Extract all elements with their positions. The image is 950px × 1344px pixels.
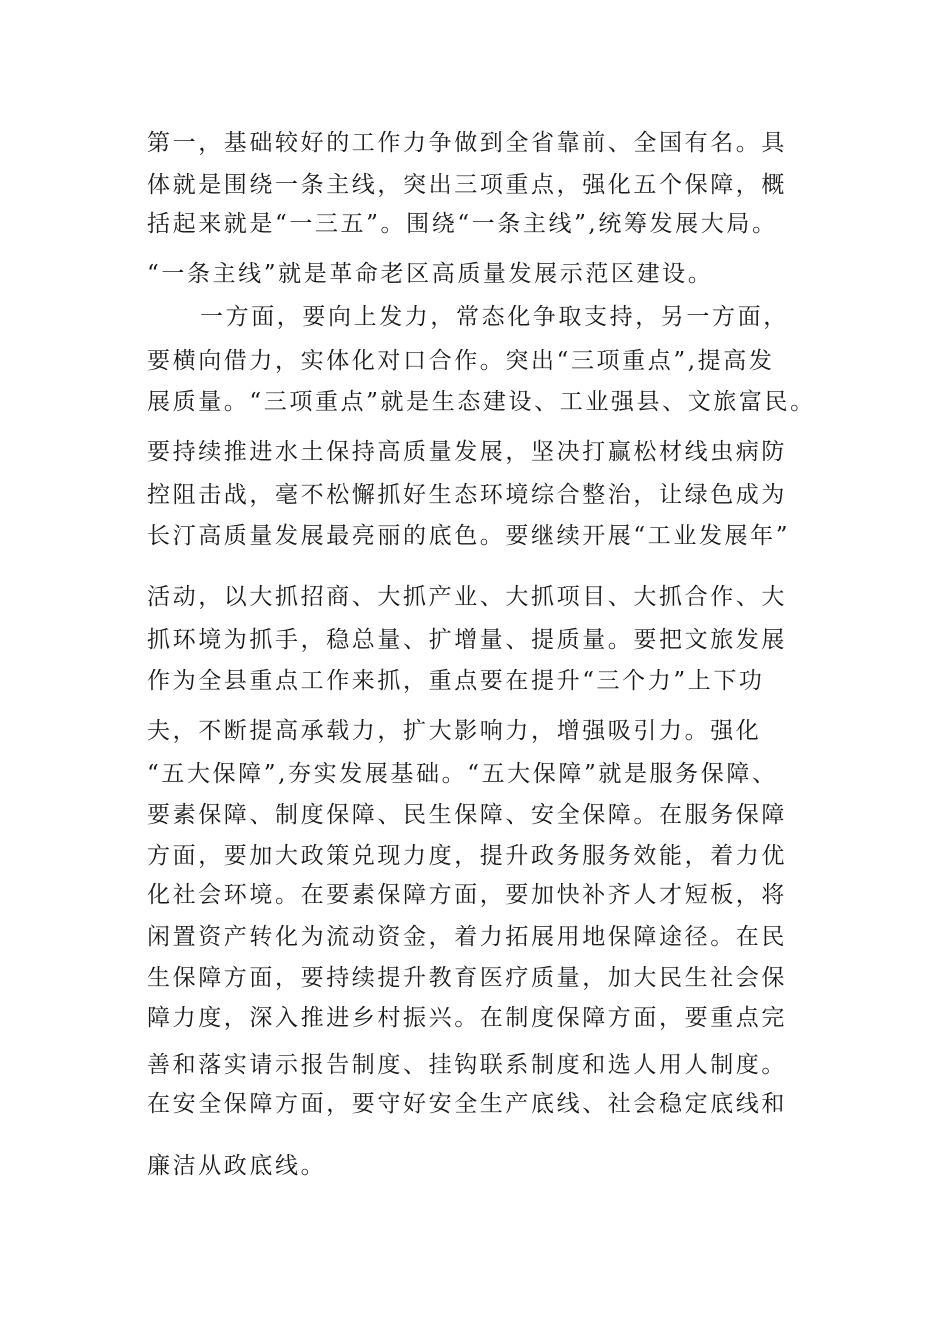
text-line-16: 要素保障、制度保障、民生保障、安全保障。在服务保障 bbox=[147, 802, 787, 828]
text-line-19: 闲置资产转化为流动资金，着力拓展用地保障途径。在民 bbox=[147, 924, 787, 950]
text-line-13: 作为全县重点工作来抓，重点要在提升“三个力”上下功 bbox=[147, 668, 765, 694]
text-line-14: 夫，不断提高承载力，扩大影响力，增强吸引力。强化 bbox=[147, 718, 762, 744]
text-line-10: 长汀高质量发展最亮丽的底色。要继续开展“工业发展年” bbox=[147, 523, 791, 549]
text-line-7: 展质量。“三项重点”就是生态建设、工业强县、文旅富民。 bbox=[147, 389, 816, 415]
text-line-2: 体就是围绕一条主线，突出三项重点，强化五个保障，概 bbox=[147, 172, 787, 198]
text-line-20: 生保障方面，要持续提升教育医疗质量，加大民生社会保 bbox=[147, 965, 787, 991]
text-line-11: 活动，以大抓招商、大抓产业、大抓项目、大抓合作、大 bbox=[147, 584, 787, 610]
text-line-15: “五大保障”,夯实发展基础。“五大保障”就是服务保障、 bbox=[147, 761, 778, 787]
text-line-8: 要持续推进水土保持高质量发展，坚决打赢松材线虫病防 bbox=[147, 439, 787, 465]
text-line-9: 控阻击战，毫不松懈抓好生态环境综合整治，让绿色成为 bbox=[147, 482, 787, 508]
text-line-3: 括起来就是“一三五”。围绕“一条主线”,统筹发展大局。 bbox=[147, 211, 778, 237]
text-line-17: 方面，要加大政策兑现力度，提升政务服务效能，着力优 bbox=[147, 843, 787, 869]
text-line-12: 抓环境为抓手，稳总量、扩增量、提质量。要把文旅发展 bbox=[147, 627, 787, 653]
text-line-6: 要横向借力，实体化对口合作。突出“三项重点”,提高发 bbox=[147, 348, 775, 374]
text-line-1: 第一，基础较好的工作力争做到全省靠前、全国有名。具 bbox=[147, 130, 787, 156]
text-line-22: 善和落实请示报告制度、挂钩联系制度和选人用人制度。 bbox=[147, 1052, 787, 1078]
text-line-21: 障力度，深入推进乡村振兴。在制度保障方面，要重点完 bbox=[147, 1005, 787, 1031]
text-line-24: 廉洁从政底线。 bbox=[147, 1153, 327, 1179]
text-line-23: 在安全保障方面，要守好安全生产底线、社会稳定底线和 bbox=[147, 1091, 787, 1117]
text-line-18: 化社会环境。在要素保障方面，要加快补齐人才短板，将 bbox=[147, 882, 787, 908]
text-line-5: 一方面，要向上发力，常态化争取支持，另一方面， bbox=[200, 304, 789, 330]
text-line-4: “一条主线”就是革命老区高质量发展示范区建设。 bbox=[147, 261, 714, 287]
